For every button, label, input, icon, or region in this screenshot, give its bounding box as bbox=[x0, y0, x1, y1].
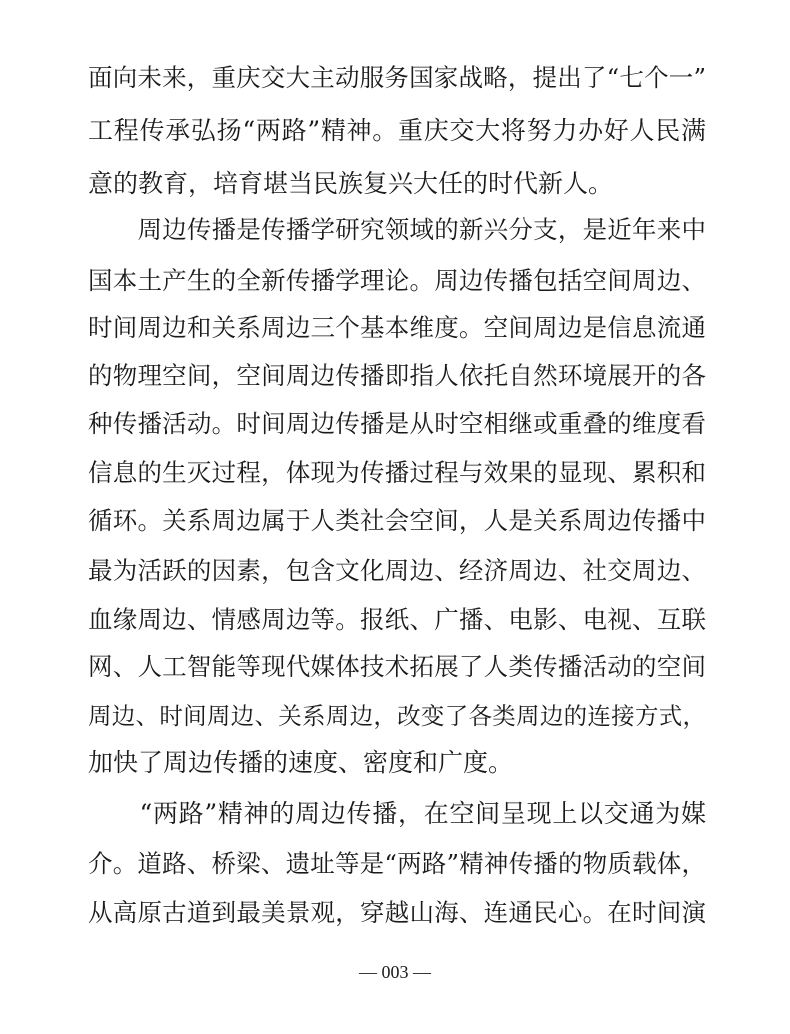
text-line: 的物理空间，空间周边传播即指人依托自然环境展开的各 bbox=[88, 361, 706, 390]
text-line: 周边、时间周边、关系周边，改变了各类周边的连接方式， bbox=[88, 702, 706, 730]
text-line: 最为活跃的因素，包含文化周边、经济周边、社交周边、 bbox=[88, 556, 706, 585]
text-line: 血缘周边、情感周边等。报纸、广播、电影、电视、互联 bbox=[88, 605, 706, 634]
text-line: 信息的生灭过程，体现为传播过程与效果的显现、累积和 bbox=[88, 458, 706, 487]
page-number: — 003 — bbox=[359, 962, 431, 982]
text-line: 种传播活动。时间周边传播是从时空相继或重叠的维度看 bbox=[88, 409, 706, 438]
text-line: “两路”精神的周边传播，在空间呈现上以交通为媒 bbox=[88, 799, 706, 828]
text-line: 从高原古道到最美景观，穿越山海、连通民心。在时间演 bbox=[88, 898, 706, 927]
text-line: 网、人工智能等现代媒体技术拓展了人类传播活动的空间 bbox=[88, 652, 706, 681]
text-line: 循环。关系周边属于人类社会空间，人是关系周边传播中 bbox=[88, 506, 706, 535]
text-line: 面向未来，重庆交大主动服务国家战略，提出了“七个一” bbox=[88, 63, 706, 92]
text-line: 介。道路、桥梁、遗址等是“两路”精神传播的物质载体， bbox=[88, 849, 706, 878]
text-line: 加快了周边传播的速度、密度和广度。 bbox=[88, 748, 514, 777]
text-line: 工程传承弘扬“两路”精神。重庆交大将努力办好人民满 bbox=[88, 116, 706, 145]
text-line: 国本土产生的全新传播学理论。周边传播包括空间周边、 bbox=[88, 266, 706, 295]
text-line: 周边传播是传播学研究领域的新兴分支，是近年来中 bbox=[88, 215, 706, 244]
text-line: 意的教育，培育堪当民族复兴大任的时代新人。 bbox=[88, 169, 614, 198]
text-line: 时间周边和关系周边三个基本维度。空间周边是信息流通 bbox=[88, 313, 706, 342]
